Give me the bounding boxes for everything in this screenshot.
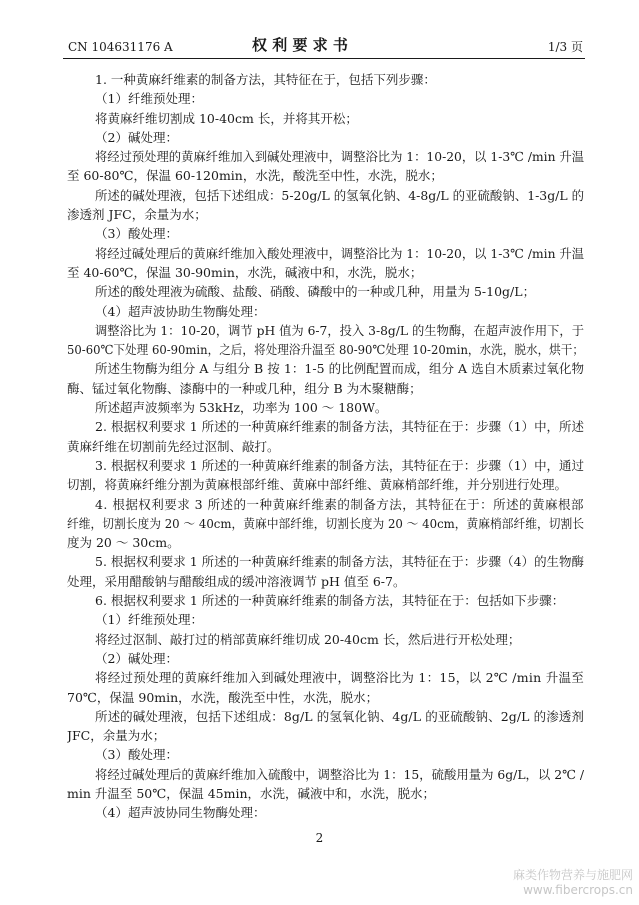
page-number: 2 (315, 831, 324, 845)
text-line (67, 726, 584, 745)
paragraph (67, 282, 584, 301)
text-line-content: 调整浴比为 1：10-20，调节 pH 值为 6-7，投入 3-8g/L 的生物酶，在超声波作用下，于 (95, 322, 584, 338)
text-line-content: 度为 20 ～ 30cm。 (67, 535, 180, 551)
paragraph (67, 359, 584, 398)
paragraph (67, 70, 584, 89)
text-line (67, 147, 584, 166)
paragraph (67, 128, 584, 147)
paragraph (67, 552, 584, 591)
paragraph (67, 610, 584, 629)
paragraph (67, 147, 584, 186)
paragraph (67, 495, 584, 553)
text-line-content: 黄麻纤维在切割前先经过沤制、敲打。 (67, 438, 280, 454)
text-line (67, 552, 584, 571)
text-line (67, 417, 584, 436)
text-line (67, 205, 584, 224)
paragraph (67, 417, 584, 456)
text-line (67, 109, 584, 128)
text-line-content: 切割，将黄麻纤维分割为黄麻根部纤维、黄麻中部纤维、黄麻梢部纤维，并分别进行处理。 (67, 477, 568, 493)
text-line (67, 89, 584, 108)
text-line-content: 5. 根据权利要求 1 所述的一种黄麻纤维素的制备方法，其特征在于：步骤（4）的生物酶 (95, 554, 584, 570)
text-line-content: 至 40-60℃，保温 30-90min，水洗，碱液中和，水洗，脱水； (67, 264, 423, 280)
text-line-content: （1）纤维预处理： (95, 91, 203, 107)
text-line-content: （4）超声波协同生物酶处理： (95, 805, 266, 821)
text-line (67, 533, 584, 552)
text-line (67, 649, 584, 668)
publication-number: CN 104631176 A (68, 40, 173, 54)
paragraph (67, 244, 584, 283)
text-line-content: 将经过碱处理后的黄麻纤维加入硫酸中，调整浴比为 1：15，硫酸用量为 6g/L，以 2℃ / (95, 766, 584, 782)
paragraph (67, 89, 584, 108)
text-line-content: 将经过预处理的黄麻纤维加入到碱处理液中，调整浴比为 1：10-20，以 1-3℃ /min 升温 (95, 149, 584, 165)
text-line-content: （1）纤维预处理： (95, 612, 203, 628)
text-line-content: 将黄麻纤维切割成 10-40cm 长，并将其开松； (95, 110, 358, 126)
watermark (513, 868, 633, 898)
text-line-content: 处理，采用醋酸钠与醋酸组成的缓冲溶液调节 pH 值至 6-7。 (67, 573, 406, 589)
paragraph (67, 224, 584, 243)
text-line-content: （3）酸处理： (95, 747, 178, 763)
paragraph (67, 321, 584, 360)
text-line-content: （4）超声波协助生物酶处理： (95, 303, 266, 319)
text-line-content: 将经过预处理的黄麻纤维加入到碱处理液中，调整浴比为 1：15，以 2℃ /min 升温至 (95, 670, 584, 686)
text-line-content: 6. 根据权利要求 1 所述的一种黄麻纤维素的制备方法，其特征在于：包括如下步骤： (95, 593, 565, 609)
paragraph (67, 630, 584, 649)
text-line-content: JFC，余量为水； (67, 728, 166, 744)
paragraph (67, 398, 584, 417)
text-line (67, 166, 584, 185)
text-line (67, 688, 584, 707)
text-line-content: 所述的碱处理液，包括下述组成：5-20g/L 的氢氧化钠、4-8g/L 的亚硫酸钠、1-3g/L 的 (95, 187, 584, 203)
text-line (67, 379, 584, 398)
text-line (67, 70, 584, 89)
text-line-content: 70℃，保温 90min，水洗，酸洗至中性，水洗，脱水； (67, 689, 379, 705)
paragraph (67, 302, 584, 321)
text-line-content: 1. 一种黄麻纤维素的制备方法，其特征在于，包括下列步骤： (95, 72, 436, 87)
text-line (67, 456, 584, 475)
text-line-content: 3. 根据权利要求 1 所述的一种黄麻纤维素的制备方法，其特征在于：步骤（1）中，通过 (95, 457, 584, 473)
text-line (67, 128, 584, 147)
text-line (67, 302, 584, 321)
text-line-content: 至 60-80℃，保温 60-120min，水洗，酸洗至中性，水洗，脱水； (67, 168, 443, 184)
section-title: 权 利 要 求 书 (252, 36, 348, 54)
paragraph (67, 109, 584, 128)
text-line-content: （2）碱处理： (95, 650, 178, 666)
paragraph (67, 649, 584, 668)
text-line-content: 所述的碱处理液，包括下述组成：8g/L 的氢氧化钠、4g/L 的亚硫酸钠、2g/L 的渗透剂 (95, 708, 584, 724)
paragraph (67, 745, 584, 764)
text-line (67, 475, 584, 494)
text-line (67, 495, 584, 514)
paragraph (67, 803, 584, 822)
text-line (67, 321, 584, 340)
text-line (67, 745, 584, 764)
text-line (67, 707, 584, 726)
header-rule (63, 58, 585, 59)
paragraph (67, 765, 584, 804)
page-count: 1/3 页 (547, 40, 583, 54)
text-line-content: min 升温至 50℃，保温 45min，水洗，碱液中和，水洗，脱水； (67, 785, 436, 801)
text-line (67, 263, 584, 282)
text-line (67, 572, 584, 591)
text-line (67, 398, 584, 417)
text-line (67, 610, 584, 629)
paragraph (67, 186, 584, 225)
text-line (67, 803, 584, 822)
text-line (67, 630, 584, 649)
claims-text (67, 70, 584, 823)
text-line (67, 340, 584, 359)
text-line (67, 765, 584, 784)
text-line (67, 186, 584, 205)
text-line-content: 渗透剂 JFC，余量为水； (67, 207, 207, 223)
text-line (67, 514, 584, 533)
text-line-content: 4. 根据权利要求 3 所述的一种黄麻纤维素的制备方法，其特征在于：所述的黄麻根部 (95, 496, 584, 512)
paragraph (67, 456, 584, 495)
text-line-content: （3）酸处理： (95, 226, 178, 242)
text-line-content: 所述生物酶为组分 A 与组分 B 按 1：1-5 的比例配置而成，组分 A 选自木质素过氧化物 (95, 361, 584, 377)
watermark-site-name: 麻类作物营养与施肥网 (512, 868, 633, 882)
text-line-content: （2）碱处理： (95, 129, 178, 145)
text-line-content: 所述超声波频率为 53kHz，功率为 100 ～ 180W。 (95, 400, 388, 416)
text-line (67, 437, 584, 456)
text-line (67, 244, 584, 263)
text-line (67, 784, 584, 803)
text-line-content: 纤维，切割长度为 20 ～ 40cm，黄麻中部纤维，切割长度为 20 ～ 40cm，黄麻梢部纤维，切割长 (67, 515, 584, 531)
paragraph (67, 591, 584, 610)
text-line (67, 359, 584, 378)
text-line-content: 2. 根据权利要求 1 所述的一种黄麻纤维素的制备方法，其特征在于：步骤（1）中，所述 (95, 419, 584, 435)
text-line-content: 50-60℃下处理 60-90min，之后，将处理浴升温至 80-90℃处理 10-20min，水洗，脱水，烘干； (67, 342, 584, 358)
text-line (67, 668, 584, 687)
text-line-content: 酶、锰过氧化物酶、漆酶中的一种或几种，组分 B 为木聚糖酶； (67, 380, 422, 396)
text-line (67, 591, 584, 610)
text-line-content: 所述的酸处理液为硫酸、盐酸、硝酸、磷酸中的一种或几种，用量为 5-10g/L； (95, 284, 536, 300)
text-line-content: 将经过碱处理后的黄麻纤维加入酸处理液中，调整浴比为 1：10-20，以 1-3℃ /min 升温 (95, 245, 584, 261)
text-line (67, 282, 584, 301)
paragraph (67, 668, 584, 707)
text-line-content: 将经过沤制、敲打过的梢部黄麻纤维切成 20-40cm 长，然后进行开松处理； (95, 631, 521, 647)
paragraph (67, 707, 584, 746)
text-line (67, 224, 584, 243)
watermark-url: www.fibercrops.cn (523, 883, 633, 897)
